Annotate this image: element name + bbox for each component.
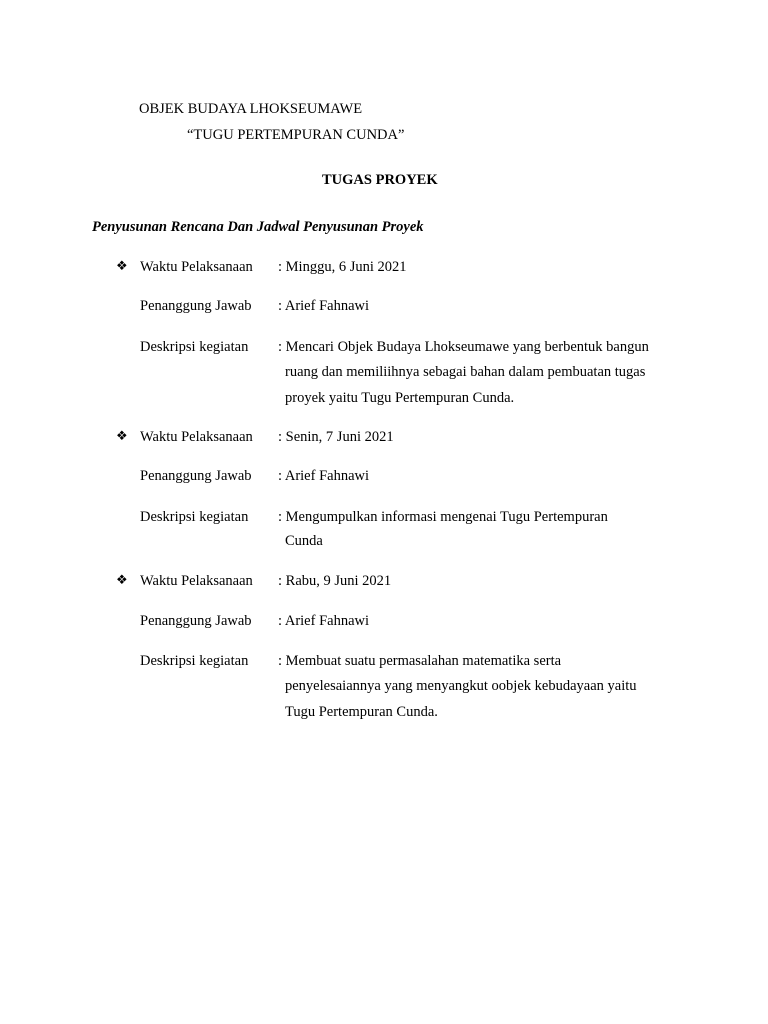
value-deskripsi-line: : Membuat suatu permasalahan matematika serta — [278, 653, 562, 669]
section-title: Penyusunan Rencana Dan Jadwal Penyusunan Proyek — [92, 219, 424, 235]
label-penanggung: Penanggung Jawab — [140, 298, 252, 314]
value-deskripsi-line: Cunda — [285, 533, 323, 549]
bullet-icon: ❖ — [116, 572, 128, 587]
document-subtitle: “TUGU PERTEMPURAN CUNDA” — [187, 127, 405, 143]
value-deskripsi-line: ruang dan memiliihnya sebagai bahan dalam pembuatan tugas — [285, 364, 646, 380]
label-deskripsi: Deskripsi kegiatan — [140, 653, 249, 669]
value-deskripsi-line: Tugu Pertempuran Cunda. — [285, 704, 438, 720]
label-deskripsi: Deskripsi kegiatan — [140, 339, 249, 355]
value-penanggung: : Arief Fahnawi — [278, 468, 370, 484]
value-waktu: : Senin, 7 Juni 2021 — [278, 429, 394, 445]
label-waktu: Waktu Pelaksanaan — [140, 259, 253, 275]
label-deskripsi: Deskripsi kegiatan — [140, 509, 249, 525]
page-heading: TUGAS PROYEK — [322, 172, 438, 188]
value-penanggung: : Arief Fahnawi — [278, 613, 370, 629]
bullet-icon: ❖ — [116, 428, 128, 443]
value-deskripsi-line: : Mencari Objek Budaya Lhokseumawe yang berbentuk bangun — [278, 339, 649, 355]
label-waktu: Waktu Pelaksanaan — [140, 429, 253, 445]
label-penanggung: Penanggung Jawab — [140, 468, 252, 484]
value-waktu: : Minggu, 6 Juni 2021 — [278, 259, 407, 275]
label-penanggung: Penanggung Jawab — [140, 613, 252, 629]
value-penanggung: : Arief Fahnawi — [278, 298, 370, 314]
value-deskripsi-line: proyek yaitu Tugu Pertempuran Cunda. — [285, 390, 515, 406]
value-deskripsi-line: : Mengumpulkan informasi mengenai Tugu Pertempuran — [278, 509, 608, 525]
document-title: OBJEK BUDAYA LHOKSEUMAWE — [139, 101, 363, 117]
bullet-icon: ❖ — [116, 258, 128, 273]
value-deskripsi-line: penyelesaiannya yang menyangkut oobjek kebudayaan yaitu — [285, 678, 637, 694]
value-waktu: : Rabu, 9 Juni 2021 — [278, 573, 392, 589]
label-waktu: Waktu Pelaksanaan — [140, 573, 253, 589]
